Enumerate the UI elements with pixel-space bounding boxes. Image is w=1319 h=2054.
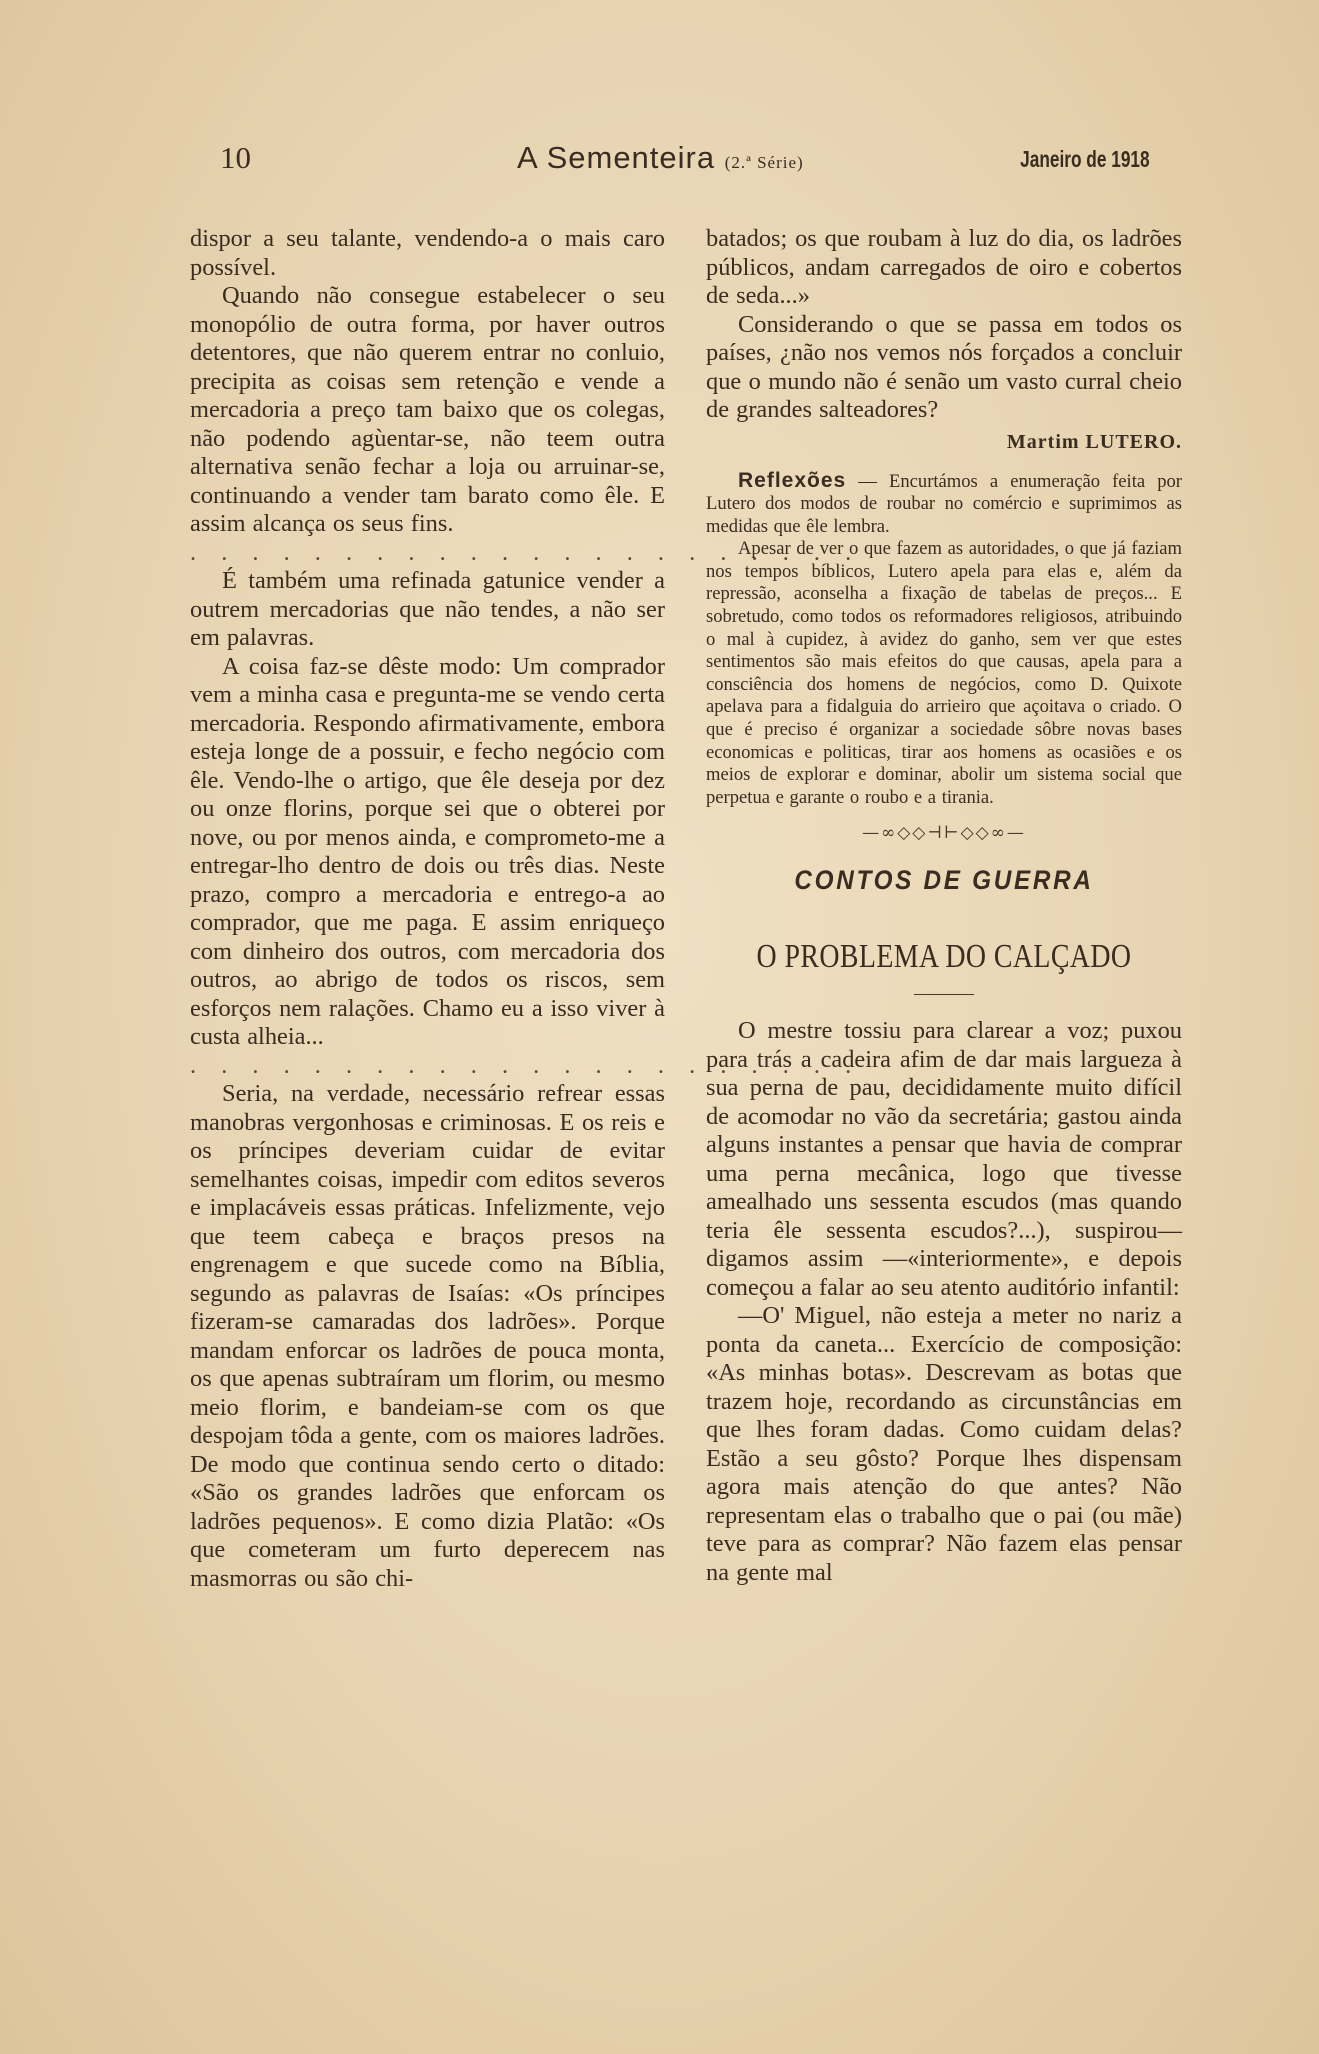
author-signature: Martim LUTERO. xyxy=(1006,430,1182,453)
paragraph: Quando não consegue estabelecer o seu monopólio de outra forma, por haver outros detentores, que não querem entrar no conluio, precipita as coisas sem retenção e vende a mercadoria a preço tam baixo que os colegas, não podendo agùentar-se, não teem outra alternativa senão fechar a loja ou arruinar-se, continuando a vender tam barato como êle. E assim alcança os seus fins. xyxy=(190,282,665,537)
ellipsis-divider: . . . . . . . . . . . . . . . . . . . . . . xyxy=(190,538,861,566)
paragraph: dispor a seu talante, vendendo-a o mais caro possível. xyxy=(190,225,665,281)
paragraph: —O' Miguel, não esteja a meter no nariz a ponta da caneta... Exercício de composição: «As minhas botas». Descrevam as botas que trazem hoje, recordando as circunstâncias em que lhes foram dadas. Como cuidam delas? Estão a seu gôsto? Porque lhes dispensam agora mais atenção do que antes? Não representam elas o trabalho que o pai (ou mãe) teve para as comprar? Não fazem elas pensar na gente mal xyxy=(706,1302,1182,1586)
paragraph: Seria, na verdade, necessário refrear essas manobras vergonhosas e criminosas. E os reis e os príncipes deveriam cuidar de evitar semelhantes coisas, impedir com editos severos e implacáveis essas práticas. Infelizmente, vejo que teem cabeça e braços presos na engrenagem e que sucede como na Bíblia, segundo as palavras de Isaías: «Os príncipes fizeram-se camaradas dos ladrões». Porque mandam enforcar os ladrões de pouca monta, os que apenas subtraíram um florim, ou mesmo meio florim, e bandeiam-se com os que despojam tôda a gente, com os maiores ladrões. De modo que continua sendo certo o ditado: «São os grandes ladrões que enforcam os ladrões pequenos». E como dizia Platão: «Os que cometeram um furto deperecem nas masmorras ou são chi- xyxy=(190,1080,665,1592)
title-rule xyxy=(914,994,974,995)
reflexoes-heading: Reflexões xyxy=(738,468,847,492)
paragraph: É também uma refinada gatunice vender a outrem mercadorias que não tendes, a não ser em palavras. xyxy=(190,567,665,651)
page-number: 10 xyxy=(220,140,251,175)
paragraph: Considerando o que se passa em todos os países, ¿não nos vemos nós forçados a concluir que o mundo não é senão um vasto curral cheio de grandes salteadores? xyxy=(706,310,1182,423)
paragraph: A coisa faz-se dêste modo: Um comprador vem a minha casa e pregunta-me se vendo certa mercadoria. Respondo afirmativamente, embora esteja longe de a possuir, e fecho negócio com êle. Vendo-lhe o artigo, que êle deseja por dez ou onze florins, porque sei que o obterei por nove, ou por menos ainda, e comprometo-me a entregar-lho dentro de dois ou três dias. Neste prazo, compro a mercadoria e entrego-a ao comprador, que me paga. E assim enriqueço com dinheiro dos outros, com mercadoria dos outros, ao abrigo de todos os riscos, sem esforços nem ralações. Chamo eu a isso viver à custa alheia... xyxy=(190,652,665,1050)
ornament-divider: —∞◇◇⊣⊢◇◇∞— xyxy=(862,823,1026,844)
section-title: CONTOS DE GUERRA xyxy=(794,865,1094,896)
journal-title xyxy=(517,140,804,176)
series-label: (2.ª Série) xyxy=(724,153,804,172)
paragraph: Apesar de ver o que fazem as autoridades, o que já faziam nos tempos bíblicos, Lutero apela para elas e, além da repressão, aconselha a fixação de tabelas de preços... E sobretudo, como todos os reformadores religiosos, atribuindo o mal à cupidez, à avidez do ganho, sem ver que estes sentimentos são mais efeitos do que causas, apela para a consciência dos homens de negócios, como D. Quixote apelava para a fidalguia do arrieiro que açoitava o criado. O que é preciso é organizar a sociedade sôbre novas bases economicas e politicas, tirar aos homens as ocasiões e os meios de explorar e dominar, abolir um sistema social que perpetua e garante o roubo e a tirania. xyxy=(706,538,1182,808)
journal-name: A Sementeira xyxy=(517,140,716,175)
reflexoes-text: — Encurtámos a enumeração feita por Lutero dos modos de roubar no comércio e suprimimos as medidas que êle lembra. xyxy=(706,470,1182,537)
reflexoes-paragraph xyxy=(706,470,1182,539)
reflexoes-section xyxy=(706,470,1182,810)
right-column xyxy=(706,225,1182,1587)
paragraph: O mestre tossiu para clarear a voz; puxou para trás a cadeira afim de dar mais largueza à sua perna de pau, decididamente muito difícil de acomodar no vão da secretária; gastou ainda alguns instantes a pensar que havia de comprar uma perna mecânica, logo que tivesse amealhado uns sessenta escudos (mas quando teria êle sessenta escudos?...), suspirou—digamos assim —«interiormente», e depois começou a falar ao seu atento auditório infantil: xyxy=(706,1017,1182,1301)
page-header xyxy=(220,140,1150,190)
story-title: O PROBLEMA DO CALÇADO xyxy=(756,938,1132,976)
issue-date: Janeiro de 1918 xyxy=(1020,146,1150,172)
paragraph: batados; os que roubam à luz do dia, os ladrões públicos, andam carregados de oiro e cobertos de seda...» xyxy=(706,225,1182,309)
ellipsis-divider: . . . . . . . . . . . . . . . . . . . . . . xyxy=(190,1051,861,1079)
